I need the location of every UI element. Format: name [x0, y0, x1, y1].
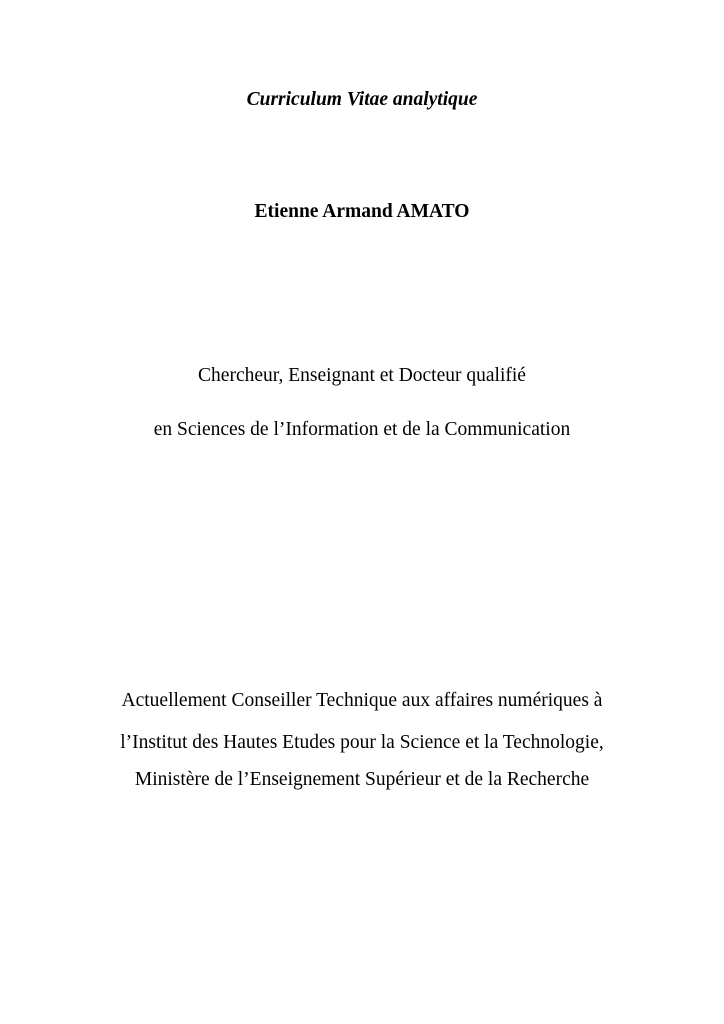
document-title: Curriculum Vitae analytique [246, 89, 478, 110]
position-line-3: Ministère de l’Enseignement Supérieur et de la Recherche [134, 769, 590, 790]
qualification-line-1: Chercheur, Enseignant et Docteur qualifié [198, 365, 526, 386]
qualification-line-2: en Sciences de l’Information et de la Communication [153, 419, 571, 440]
position-line-1: Actuellement Conseiller Technique aux affaires numériques à [121, 690, 603, 711]
author-name: Etienne Armand AMATO [254, 201, 470, 222]
position-line-2: l’Institut des Hautes Etudes pour la Science et la Technologie, [120, 732, 604, 753]
